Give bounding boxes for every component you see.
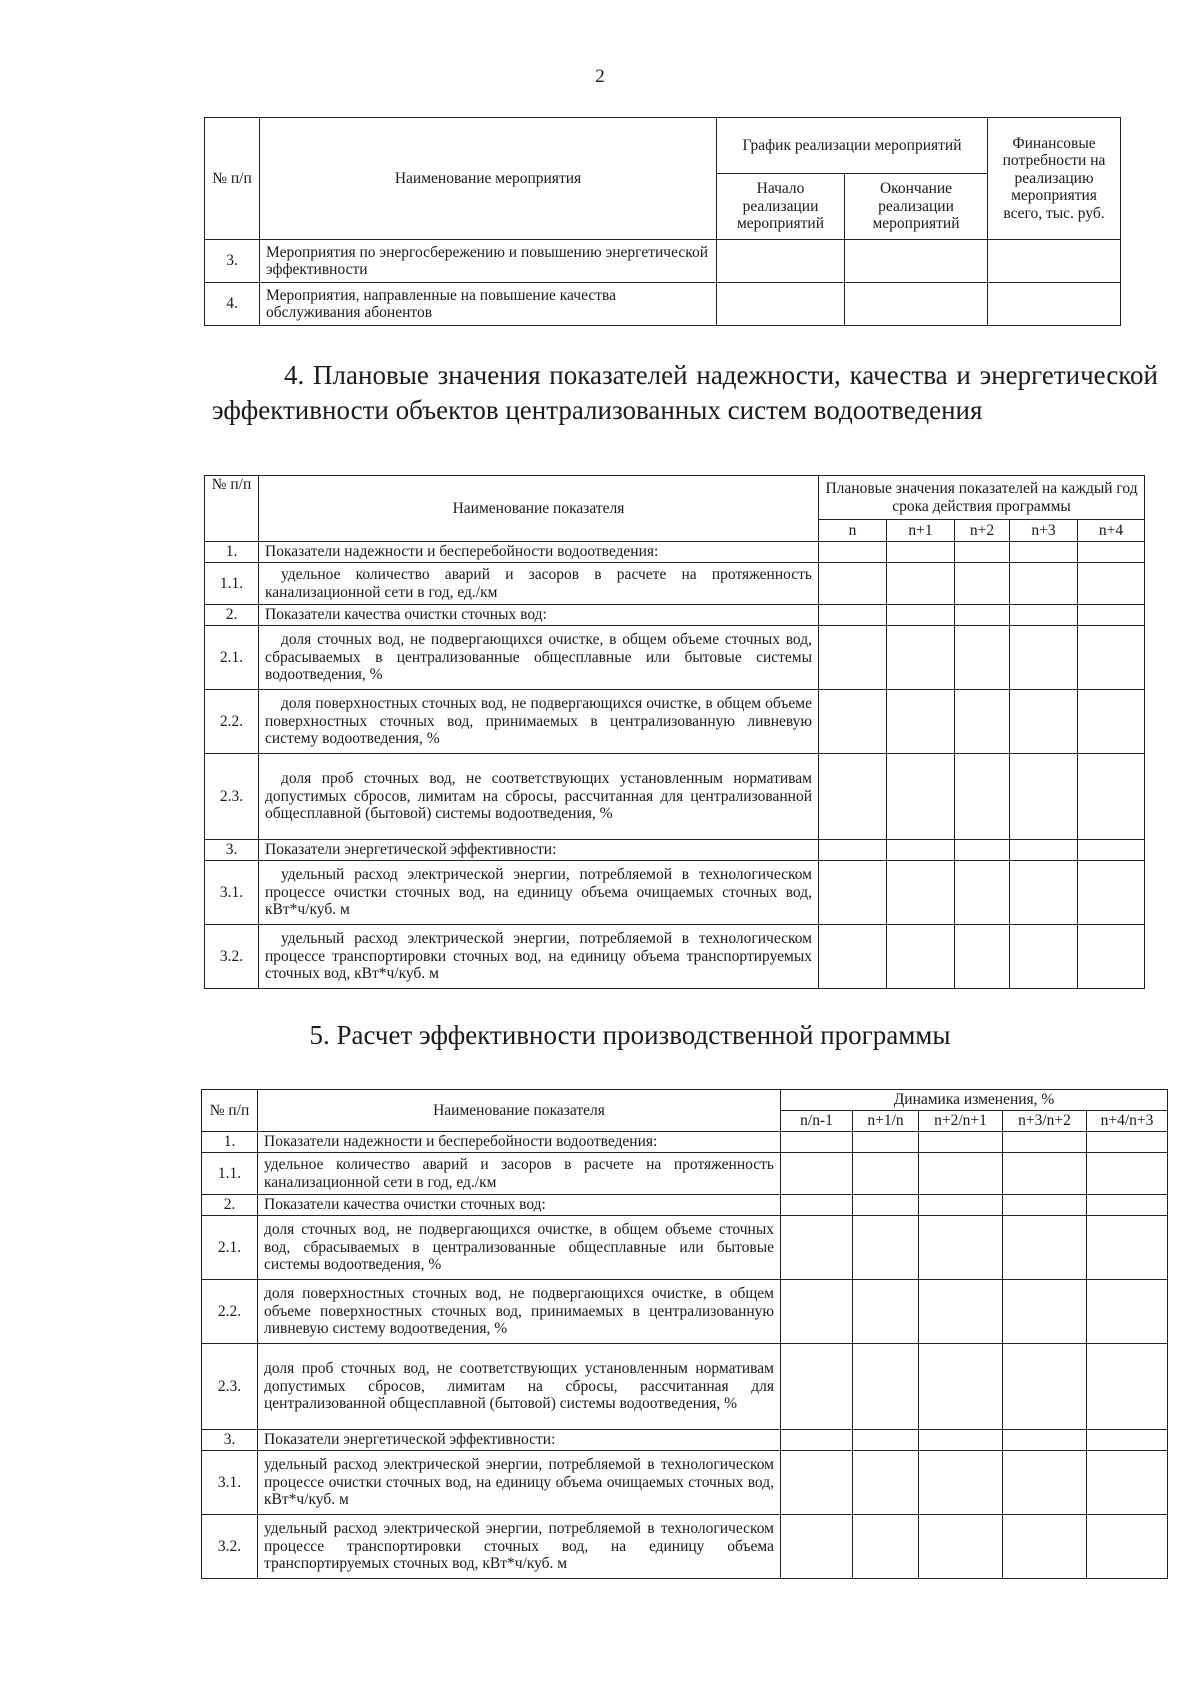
row-name: доля поверхностных сточных вод, не подвергающихся очистке, в общем объеме поверхностных сточных вод, принимаемых в централизованную ливневую систему водоотведения, %	[258, 1280, 781, 1344]
row-number: 3.2.	[202, 1515, 258, 1579]
col-header-start: Начало реализации мероприятий	[717, 174, 845, 240]
row-number: 3.1.	[205, 861, 259, 925]
row-number: 2.2.	[202, 1280, 258, 1344]
cell-finance	[988, 240, 1121, 283]
table-row	[205, 605, 1145, 626]
efficiency-table	[201, 1089, 1168, 1579]
page-number: 2	[595, 66, 605, 87]
table-row	[202, 1153, 1168, 1195]
row-name: Мероприятия по энергосбережению и повышению энергетической эффективности	[260, 240, 717, 283]
col-header-plan: Плановые значения показателей на каждый год срока действия программы	[819, 476, 1145, 520]
section-5-title: 5. Расчет эффективности производственной программы	[309, 1020, 951, 1050]
table-row	[205, 283, 1121, 326]
table-row	[205, 861, 1145, 925]
row-number: 1.	[202, 1132, 258, 1153]
cell-end	[845, 283, 988, 326]
table-row	[202, 1195, 1168, 1216]
table-row	[205, 690, 1145, 754]
row-number: 3.1.	[202, 1451, 258, 1515]
row-name: Показатели качества очистки сточных вод:	[258, 1195, 781, 1216]
row-name: Показатели энергетической эффективности:	[259, 840, 819, 861]
table-row	[205, 240, 1121, 283]
table-row	[205, 626, 1145, 690]
row-name: удельное количество аварий и засоров в расчете на протяженность канализационной сети в год, ед./км	[258, 1153, 781, 1195]
table-row	[205, 925, 1145, 989]
table-row	[202, 1515, 1168, 1579]
col-header-year: n+1	[887, 520, 955, 542]
row-name: Показатели энергетической эффективности:	[258, 1430, 781, 1451]
col-header-period: n+2/n+1	[919, 1111, 1003, 1132]
col-header-period: n+1/n	[853, 1111, 919, 1132]
cell-end	[845, 240, 988, 283]
row-number: 2.3.	[202, 1344, 258, 1430]
row-name: Показатели надежности и бесперебойности водоотведения:	[258, 1132, 781, 1153]
events-table	[204, 117, 1121, 326]
cell-finance	[988, 283, 1121, 326]
table-row	[202, 1430, 1168, 1451]
col-header-num: № п/п	[205, 118, 260, 240]
table-row	[205, 840, 1145, 861]
row-name: Мероприятия, направленные на повышение качества обслуживания абонентов	[260, 283, 717, 326]
row-number: 1.1.	[205, 563, 259, 605]
row-name: удельный расход электрической энергии, потребляемой в технологическом процессе очистки сточных вод, на единицу объема очищаемых сточных вод, кВт*ч/куб. м	[258, 1451, 781, 1515]
row-name: доля сточных вод, не подвергающихся очистке, в общем объеме сточных вод, сбрасываемых в централизованные общесплавные или бытовые системы водоотведения, %	[259, 626, 819, 690]
table-row	[202, 1451, 1168, 1515]
row-number: 4.	[205, 283, 260, 326]
row-number: 2.	[202, 1195, 258, 1216]
col-header-year: n+2	[955, 520, 1010, 542]
row-name: доля сточных вод, не подвергающихся очистке, в общем объеме сточных вод, сбрасываемых в централизованные общесплавные или бытовые системы водоотведения, %	[258, 1216, 781, 1280]
row-name: удельный расход электрической энергии, потребляемой в технологическом процессе транспортировки сточных вод, на единицу объема транспортируемых сточных вод, кВт*ч/куб. м	[259, 925, 819, 989]
col-header-finance: Финансовые потребности на реализацию мероприятия всего, тыс. руб.	[988, 118, 1121, 240]
col-header-period: n+4/n+3	[1087, 1111, 1168, 1132]
row-number: 2.1.	[202, 1216, 258, 1280]
row-number: 2.2.	[205, 690, 259, 754]
row-number: 2.1.	[205, 626, 259, 690]
row-number: 2.3.	[205, 754, 259, 840]
col-header-year: n+3	[1010, 520, 1078, 542]
row-number: 3.	[205, 240, 260, 283]
row-name: Показатели качества очистки сточных вод:	[259, 605, 819, 626]
row-name: удельное количество аварий и засоров в расчете на протяженность канализационной сети в год, ед./км	[259, 563, 819, 605]
row-name: удельный расход электрической энергии, потребляемой в технологическом процессе транспортировки сточных вод, на единицу объема транспортируемых сточных вод, кВт*ч/куб. м	[258, 1515, 781, 1579]
col-header-name: Наименование показателя	[258, 1090, 781, 1132]
plan-values-table	[204, 475, 1145, 989]
row-number: 1.	[205, 542, 259, 563]
row-name: удельный расход электрической энергии, потребляемой в технологическом процессе очистки сточных вод, на единицу объема очищаемых сточных вод, кВт*ч/куб. м	[259, 861, 819, 925]
col-header-schedule: График реализации мероприятий	[717, 118, 988, 174]
table-row	[205, 754, 1145, 840]
row-name: доля поверхностных сточных вод, не подвергающихся очистке, в общем объеме поверхностных сточных вод, принимаемых в централизованную ливневую систему водоотведения, %	[259, 690, 819, 754]
row-name: доля проб сточных вод, не соответствующих установленным нормативам допустимых сбросов, лимитам на сбросы, рассчитанная для централизованной общесплавной (бытовой) системы водоотведения, %	[259, 754, 819, 840]
row-name: доля проб сточных вод, не соответствующих установленным нормативам допустимых сбросов, лимитам на сбросы, рассчитанная для централизованной общесплавной (бытовой) системы водоотведения, %	[258, 1344, 781, 1430]
table-row	[205, 563, 1145, 605]
table-row	[205, 542, 1145, 563]
row-number: 3.	[202, 1430, 258, 1451]
col-header-period: n/n-1	[781, 1111, 853, 1132]
section-4-title: 4. Плановые значения показателей надежности, качества и энергетической эффективности объектов централизованных систем водоотведения	[212, 360, 1158, 425]
col-header-name: Наименование мероприятия	[260, 118, 717, 240]
col-header-dynamics: Динамика изменения, %	[781, 1090, 1168, 1111]
table-row	[202, 1216, 1168, 1280]
row-number: 2.	[205, 605, 259, 626]
table-row	[202, 1344, 1168, 1430]
col-header-end: Окончание реализации мероприятий	[845, 174, 988, 240]
table-row	[202, 1132, 1168, 1153]
col-header-num: № п/п	[202, 1090, 258, 1132]
row-name: Показатели надежности и бесперебойности водоотведения:	[259, 542, 819, 563]
col-header-num: № п/п	[205, 476, 259, 542]
cell-start	[717, 283, 845, 326]
cell-start	[717, 240, 845, 283]
row-number: 3.2.	[205, 925, 259, 989]
col-header-name: Наименование показателя	[259, 476, 819, 542]
col-header-period: n+3/n+2	[1003, 1111, 1087, 1132]
col-header-year: n+4	[1078, 520, 1145, 542]
col-header-year: n	[819, 520, 887, 542]
row-number: 1.1.	[202, 1153, 258, 1195]
table-row	[202, 1280, 1168, 1344]
row-number: 3.	[205, 840, 259, 861]
